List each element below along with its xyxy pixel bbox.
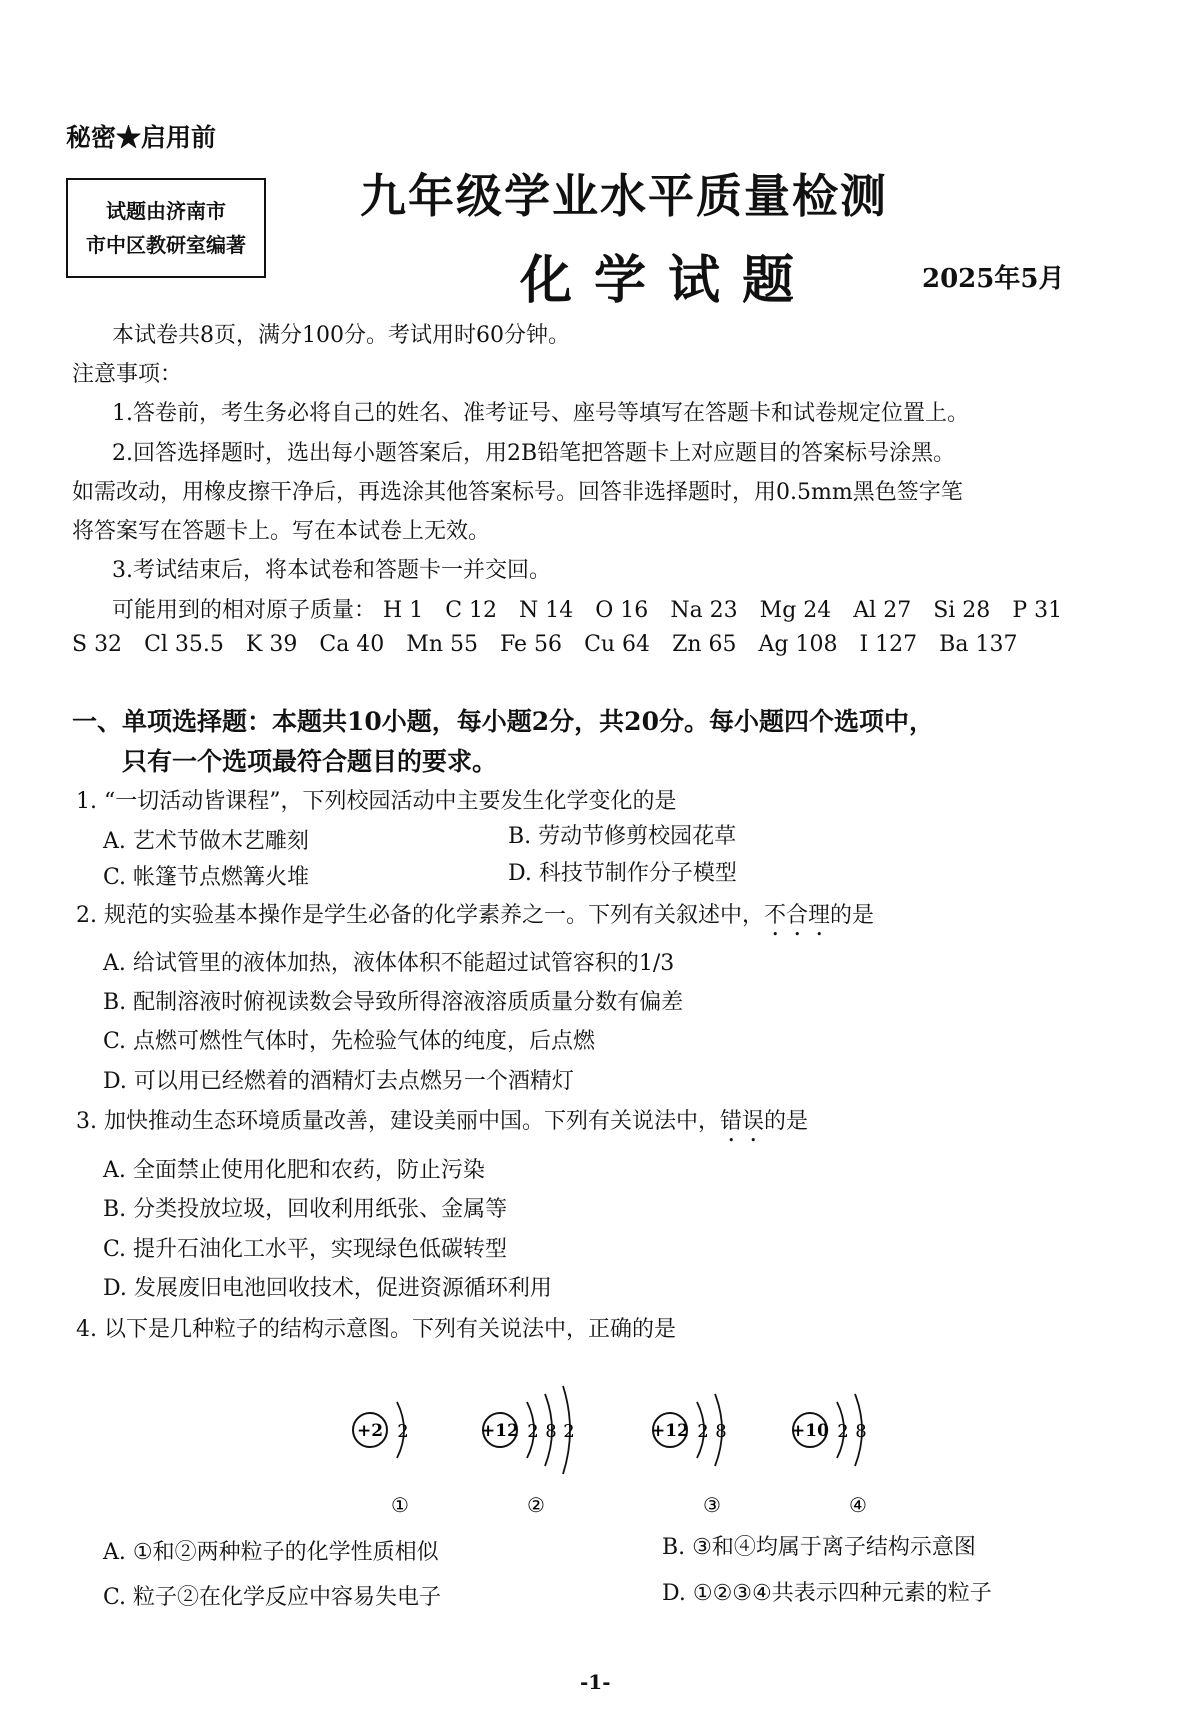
q3-stem (76, 1104, 808, 1147)
atomic-mass-item: Ba 137 (939, 632, 1018, 657)
q4-option-c: C. 粒子②在化学反应中容易失电子 (103, 1585, 442, 1610)
atomic-mass-item: Si 28 (933, 598, 991, 623)
atomic-mass-item: N 14 (519, 598, 574, 623)
shell-electron-count: 2 (527, 1421, 539, 1442)
atomic-mass-item: C 12 (445, 598, 498, 623)
atomic-mass-item: P 31 (1012, 598, 1063, 623)
atomic-mass-item: Cl 35.5 (144, 632, 224, 657)
masses-line-2 (72, 632, 1017, 657)
atomic-mass-item: I 127 (859, 632, 918, 657)
q2-stem-pre: 2. 规范的实验基本操作是学生必备的化学素养之一。下列有关叙述中， (76, 903, 764, 928)
atomic-mass-item: Mg 24 (759, 598, 832, 623)
q2-option-b: B. 配制溶液时俯视读数会导致所得溶液溶质质量分数有偏差 (103, 990, 684, 1015)
q2-option-d: D. 可以用已经燃着的酒精灯去点燃另一个酒精灯 (103, 1069, 574, 1094)
atomic-mass-item: H 1 (383, 598, 424, 623)
q2-stem (76, 898, 874, 941)
q3-stem-post: 的是 (764, 1109, 809, 1134)
nucleus-charge: +12 (481, 1421, 519, 1441)
particle-label: ④ (849, 1493, 867, 1517)
note-2-line-3: 将答案写在答题卡上。写在本试卷上无效。 (72, 519, 491, 544)
q2-option-a: A. 给试管里的液体加热，液体体积不能超过试管容积的1/3 (103, 951, 675, 976)
q3-stem-pre: 3. 加快推动生态环境质量改善，建设美丽中国。下列有关说法中， (76, 1109, 720, 1134)
masses-label: 可能用到的相对原子质量： (112, 598, 377, 623)
atomic-mass-item: Cu 64 (584, 632, 651, 657)
section-heading-line-1: 一、单项选择题：本题共10小题，每小题2分，共20分。每小题四个选项中， (72, 707, 934, 736)
particle-label: ③ (703, 1493, 721, 1517)
q1-option-b: B. 劳动节修剪校园花草 (508, 824, 737, 849)
section-heading-line-2: 只有一个选项最符合题目的要求。 (122, 747, 498, 776)
exam-title: 九年级学业水平质量检测 (360, 169, 888, 223)
note-2-line-1: 2.回答选择题时，选出每小题答案后，用2B铅笔把答题卡上对应题目的答案标号涂黑。 (112, 441, 956, 466)
q3-option-a: A. 全面禁止使用化肥和农药，防止污染 (103, 1158, 485, 1183)
exam-date: 2025年5月 (922, 264, 1065, 294)
shell-electron-count: 2 (837, 1421, 849, 1442)
q4-option-a: A. ①和②两种粒子的化学性质相似 (103, 1540, 439, 1565)
compiler-stamp (66, 178, 266, 278)
atomic-mass-item: Zn 65 (672, 632, 737, 657)
atomic-mass-item: O 16 (595, 598, 649, 623)
q1-option-c: C. 帐篷节点燃篝火堆 (103, 865, 310, 890)
page-number: -1- (580, 1670, 611, 1694)
shell-electron-count: 2 (563, 1421, 575, 1442)
exam-subtitle: 化学试题 (520, 251, 817, 311)
shell-electron-count: 2 (697, 1421, 709, 1442)
q3-option-d: D. 发展废旧电池回收技术，促进资源循环利用 (103, 1276, 552, 1301)
exam-summary: 本试卷共8页，满分100分。考试用时60分钟。 (112, 323, 570, 348)
q4-option-d: D. ①②③④共表示四种元素的粒子 (662, 1581, 992, 1606)
atomic-mass-item: Fe 56 (499, 632, 563, 657)
shell-electron-count: 8 (715, 1421, 727, 1442)
atomic-mass-item: Na 23 (670, 598, 738, 623)
q3-option-b: B. 分类投放垃圾，回收利用纸张、金属等 (103, 1197, 508, 1222)
particle-label: ① (391, 1493, 409, 1517)
q1-stem: 1. “一切活动皆课程”，下列校园活动中主要发生化学变化的是 (76, 789, 677, 814)
q3-option-c: C. 提升石油化工水平，实现绿色低碳转型 (103, 1237, 508, 1262)
atomic-mass-item: Al 27 (853, 598, 912, 623)
secret-label: 秘密★启用前 (66, 123, 217, 152)
notes-title: 注意事项： (72, 362, 183, 387)
q2-option-c: C. 点燃可燃性气体时，先检验气体的纯度，后点燃 (103, 1029, 596, 1054)
note-1: 1.答卷前，考生务必将自己的姓名、准考证号、座号等填写在答题卡和试卷规定位置上。 (112, 401, 969, 426)
nucleus-charge: +12 (651, 1421, 689, 1441)
nucleus-charge: +2 (356, 1421, 384, 1441)
q4-option-b: B. ③和④均属于离子结构示意图 (662, 1535, 976, 1560)
atomic-mass-item: Mn 55 (406, 632, 478, 657)
note-3: 3.考试结束后，将本试卷和答题卡一并交回。 (112, 558, 551, 583)
particle-label: ② (527, 1493, 545, 1517)
masses-line-1 (112, 593, 1062, 624)
shell-electron-count: 8 (855, 1421, 867, 1442)
q2-stem-post: 的是 (830, 903, 875, 928)
stamp-line-1: 试题由济南市 (106, 199, 226, 223)
q3-stem-emphasis: 错误 (720, 1109, 765, 1134)
atomic-mass-item: S 32 (72, 632, 123, 657)
q1-option-d: D. 科技节制作分子模型 (508, 861, 737, 886)
shell-electron-count: 2 (397, 1421, 409, 1442)
atomic-mass-item: Ca 40 (319, 632, 385, 657)
note-2-line-2: 如需改动，用橡皮擦干净后，再选涂其他答案标号。回答非选择题时，用0.5mm黑色签字笔 (72, 480, 963, 505)
particle-structure-diagram (330, 1375, 1110, 1525)
shell-electron-count: 8 (545, 1421, 557, 1442)
nucleus-charge: +10 (791, 1421, 829, 1441)
q2-stem-emphasis: 不合理 (764, 903, 831, 928)
stamp-line-2: 市中区教研室编著 (86, 233, 246, 257)
atomic-mass-item: K 39 (245, 632, 298, 657)
q1-option-a: A. 艺术节做木艺雕刻 (103, 829, 309, 854)
atomic-mass-item: Ag 108 (758, 632, 838, 657)
masses-list-1 (383, 598, 1062, 623)
q4-stem: 4. 以下是几种粒子的结构示意图。下列有关说法中，正确的是 (76, 1317, 676, 1342)
